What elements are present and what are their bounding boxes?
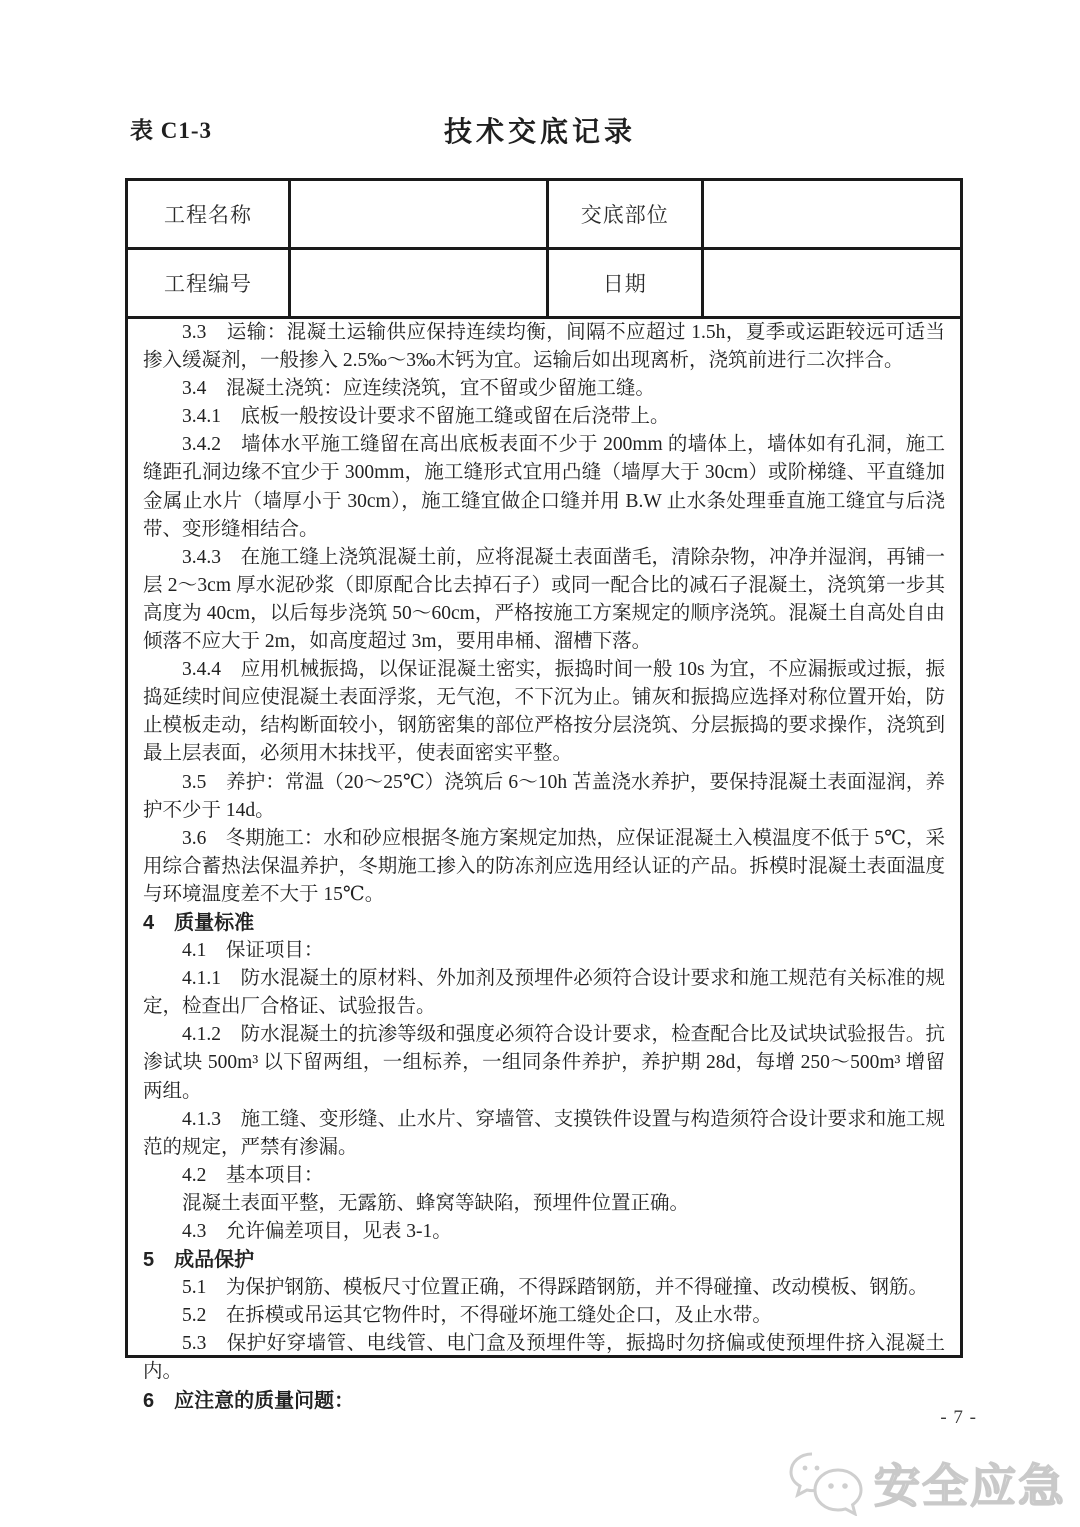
paragraph: 5.1 为保护钢筋、模板尺寸位置正确，不得踩踏钢筋，并不得碰撞、改动模板、钢筋。 <box>182 1277 928 1299</box>
paragraph: 3.5 养护：常温（20～25℃）浇筑后 6～10h 苫盖浇水养护，要保持混凝土表面湿润，养护不少于 14d。 <box>143 771 945 821</box>
paragraph: 3.3 运输：混凝土运输供应保持连续均衡，间隔不应超过 1.5h，夏季或运距较远可适当掺入缓凝剂，一般掺入 2.5‰～3‰木钙为宜。运输后如出现离析，浇筑前进行二次拌合。 <box>143 322 945 372</box>
section-heading: 5 成品保护 <box>143 1249 255 1272</box>
page-number: - 7 - <box>940 1407 977 1428</box>
project-number-label: 工程编号 <box>127 249 290 318</box>
paragraph: 3.4.2 墙体水平施工缝留在高出底板表面不少于 200mm 的墙体上，墙体如有孔洞，施工缝距孔洞边缘不宜少于 300mm，施工缝形式宜用凸缝（墙厚大于 30cm）或阶梯缝、平直缝加金属止水片（墙厚小于 30cm），施工缝宜做企口缝并用 B.W 止水条处理垂直施工缝宜与后浇带、变形缝相结合。 <box>143 434 945 540</box>
table-row <box>127 249 962 318</box>
watermark-text: 安全应急 <box>874 1460 1066 1512</box>
paragraph: 4.1.1 防水混凝土的原材料、外加剂及预埋件必须符合设计要求和施工规范有关标准的规定，检查出厂合格证、试验报告。 <box>143 968 945 1018</box>
page-title: 技术交底记录 <box>443 117 636 148</box>
section-heading: 6 应注意的质量问题： <box>143 1389 355 1412</box>
watermark <box>788 1450 1066 1516</box>
table-row <box>127 180 962 249</box>
paragraph: 4.1 保证项目： <box>182 940 324 962</box>
project-number-value-cell <box>290 249 548 318</box>
paragraph: 3.4.1 底板一般按设计要求不留施工缝或留在后浇带上。 <box>182 406 670 428</box>
document-header <box>0 110 1080 150</box>
section-heading: 4 质量标准 <box>143 911 255 934</box>
disclosure-part-value-cell <box>702 180 961 249</box>
paragraph: 混凝土表面平整，无露筋、蜂窝等缺陷，预埋件位置正确。 <box>182 1192 690 1214</box>
project-name-label: 工程名称 <box>127 180 290 249</box>
form-code-label: 表 C1-3 <box>130 118 213 143</box>
paragraph: 3.4.3 在施工缝上浇筑混凝土前，应将混凝土表面凿毛，清除杂物，冲净并湿润，再铺一层 2～3cm 厚水泥砂浆（即原配合比去掉石子）或同一配合比的减石子混凝土，浇筑第一步其高度为 40cm，以后每步浇筑 50～60cm，严格按施工方案规定的顺序浇筑。混凝土自高处自由倾落不应大于 2m，如高度超过 3m，要用串桶、溜槽下落。 <box>143 546 945 653</box>
disclosure-part-label: 交底部位 <box>547 180 702 249</box>
paragraph: 4.2 基本项目： <box>182 1164 324 1186</box>
paragraph: 4.1.3 施工缝、变形缝、止水片、穿墙管、支摸铁件设置与构造须符合设计要求和施工规范的规定，严禁有渗漏。 <box>143 1108 945 1158</box>
paragraph: 5.3 保护好穿墙管、电线管、电门盒及预埋件等，振捣时勿挤偏或使预埋件挤入混凝土内。 <box>143 1333 945 1383</box>
paragraph: 3.4.4 应用机械振捣，以保证混凝土密实，振捣时间一般 10s 为宜，不应漏振或过振，振捣延续时间应使混凝土表面浮浆，无气泡，不下沉为止。铺灰和振捣应选择对称位置开始，防止模板走动，结构断面较小，钢筋密集的部位严格按分层浇筑、分层振捣的要求操作，浇筑到最上层表面，必须用木抹找平，使表面密实平整。 <box>143 659 945 765</box>
paragraph: 4.3 允许偏差项目，见表 3-1。 <box>182 1221 452 1242</box>
paragraph: 3.4 混凝土浇筑：应连续浇筑，宜不留或少留施工缝。 <box>182 378 655 400</box>
paragraph: 5.2 在拆模或吊运其它物件时，不得碰坏施工缝处企口，及止水带。 <box>182 1305 772 1327</box>
paragraph: 4.1.2 防水混凝土的抗渗等级和强度必须符合设计要求，检查配合比及试块试验报告。抗渗试块 500m³ 以下留两组，一组标养，一组同条件养护，养护期 28d，每增 250～500m³ 增留两组。 <box>143 1024 945 1102</box>
paragraph: 3.6 冬期施工：水和砂应根据冬施方案规定加热，应保证混凝土入模温度不低于 5℃，采用综合蓄热法保温养护，冬期施工掺入的防冻剂应选用经认证的产品。拆模时混凝土表面温度与环境温度差不大于 15℃。 <box>143 827 945 905</box>
date-label: 日期 <box>547 249 702 318</box>
info-table <box>125 178 963 319</box>
chat-bubbles-icon <box>788 1450 866 1516</box>
body-paragraphs <box>125 312 963 1412</box>
date-value-cell <box>702 249 961 318</box>
project-name-value-cell <box>290 180 548 249</box>
